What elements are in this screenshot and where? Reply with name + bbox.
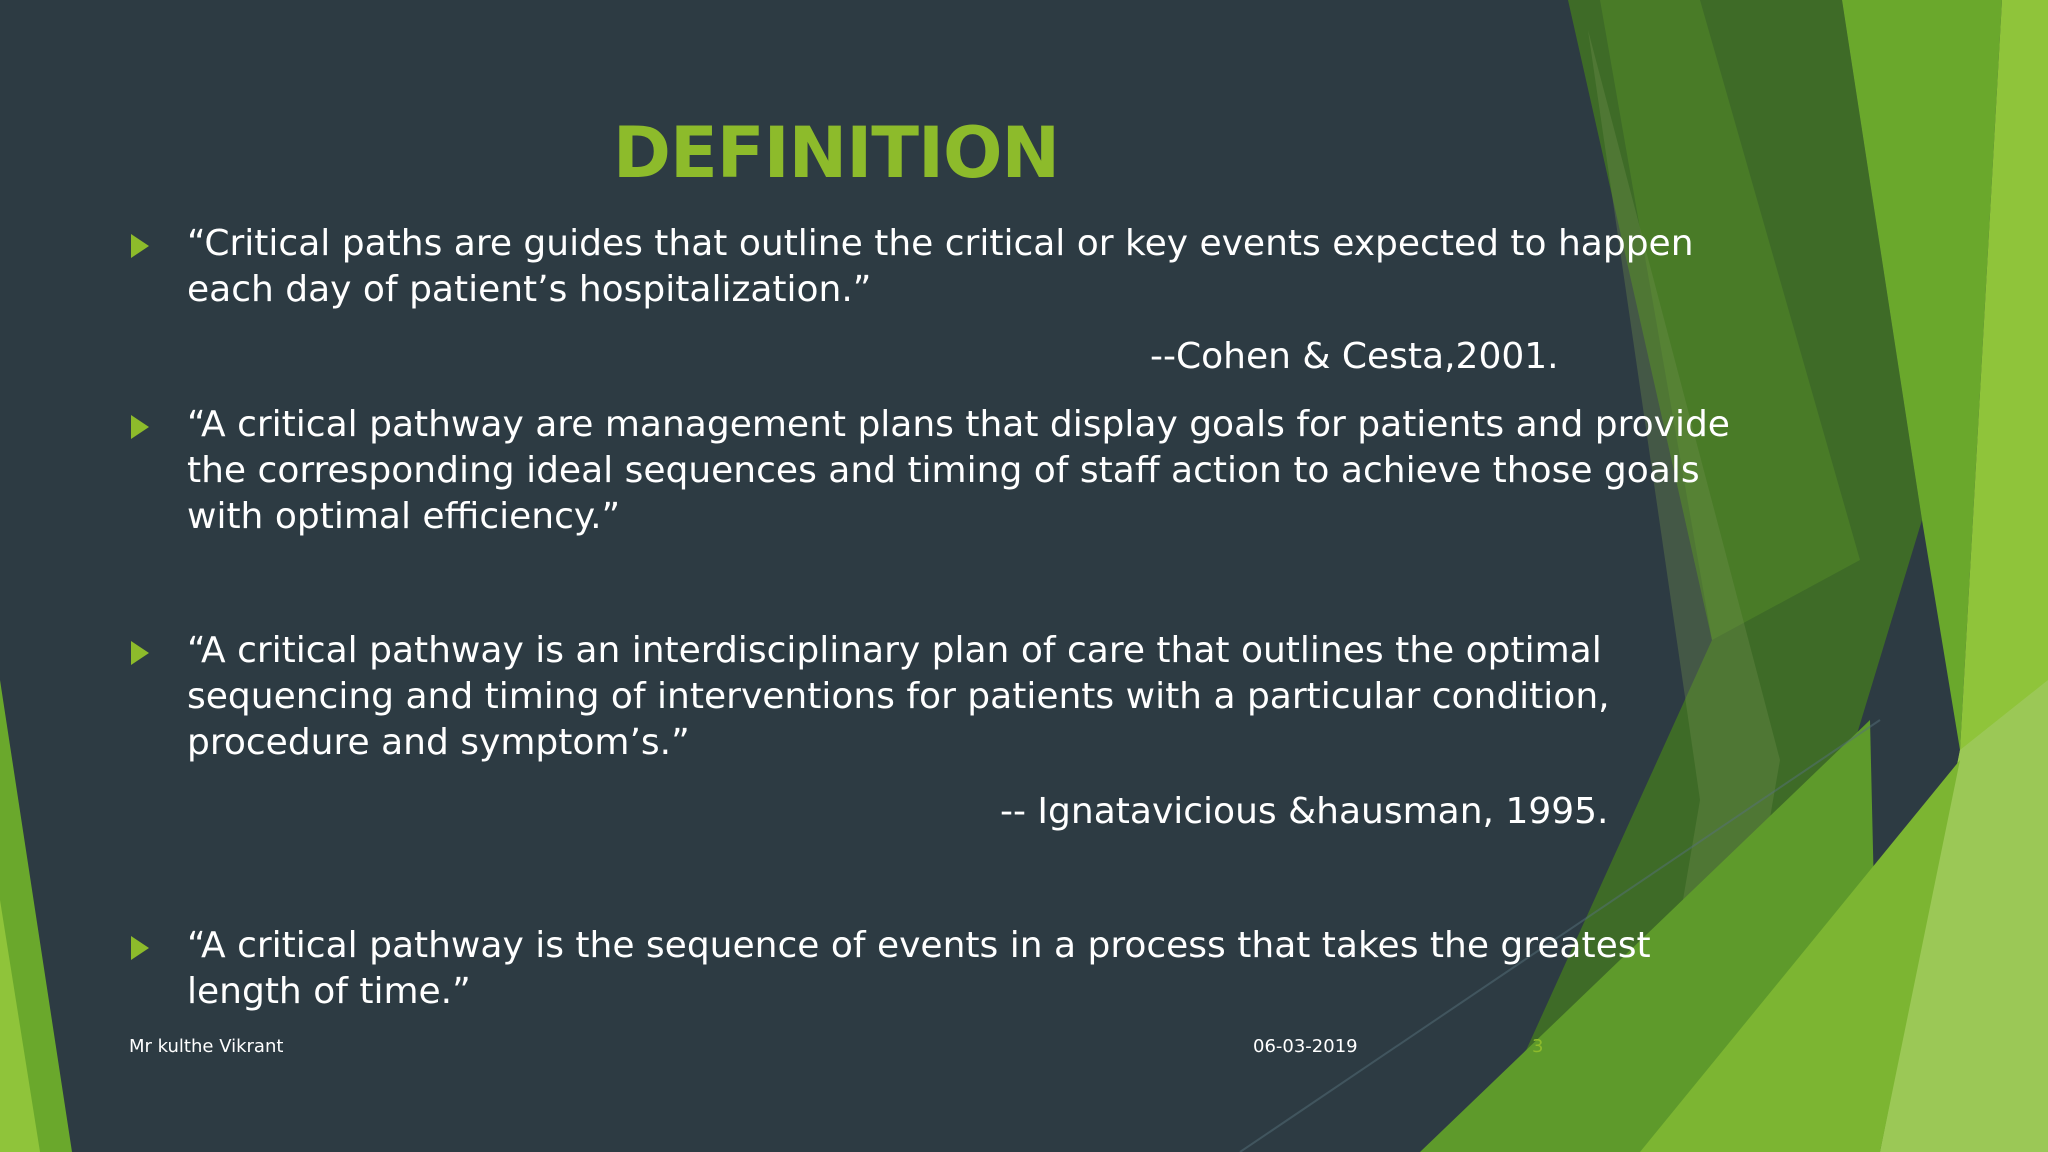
bullet-arrow-icon [131, 936, 149, 960]
definition-3: “A critical pathway is an interdisciplinary plan of care that outlines the optimal sequencing and timing of interventions for patients with a particular condition, procedure and symptom’s.” [187, 630, 1610, 763]
footer-page-number: 3 [1532, 1036, 1544, 1057]
bullet-arrow-icon [131, 641, 149, 665]
bullet-arrow-icon [131, 234, 149, 258]
slide-title: DEFINITION [612, 112, 1060, 194]
bullet-arrow-icon [131, 415, 149, 439]
attribution-1: --Cohen & Cesta,2001. [1150, 336, 1559, 377]
attribution-2: -- Ignatavicious &hausman, 1995. [1000, 791, 1609, 832]
footer-author: Mr kulthe Vikrant [129, 1036, 284, 1057]
definition-1: “Critical paths are guides that outline the critical or key events expected to happen each day of patient’s hospitalization.” [187, 223, 1694, 310]
definition-4: “A critical pathway is the sequence of events in a process that takes the greatest length of time.” [187, 925, 1651, 1012]
footer-date: 06-03-2019 [1253, 1036, 1358, 1057]
definition-2: “A critical pathway are management plans that display goals for patients and provide the corresponding ideal sequences and timing of staff action to achieve those goals with optimal efficiency.” [187, 404, 1730, 537]
